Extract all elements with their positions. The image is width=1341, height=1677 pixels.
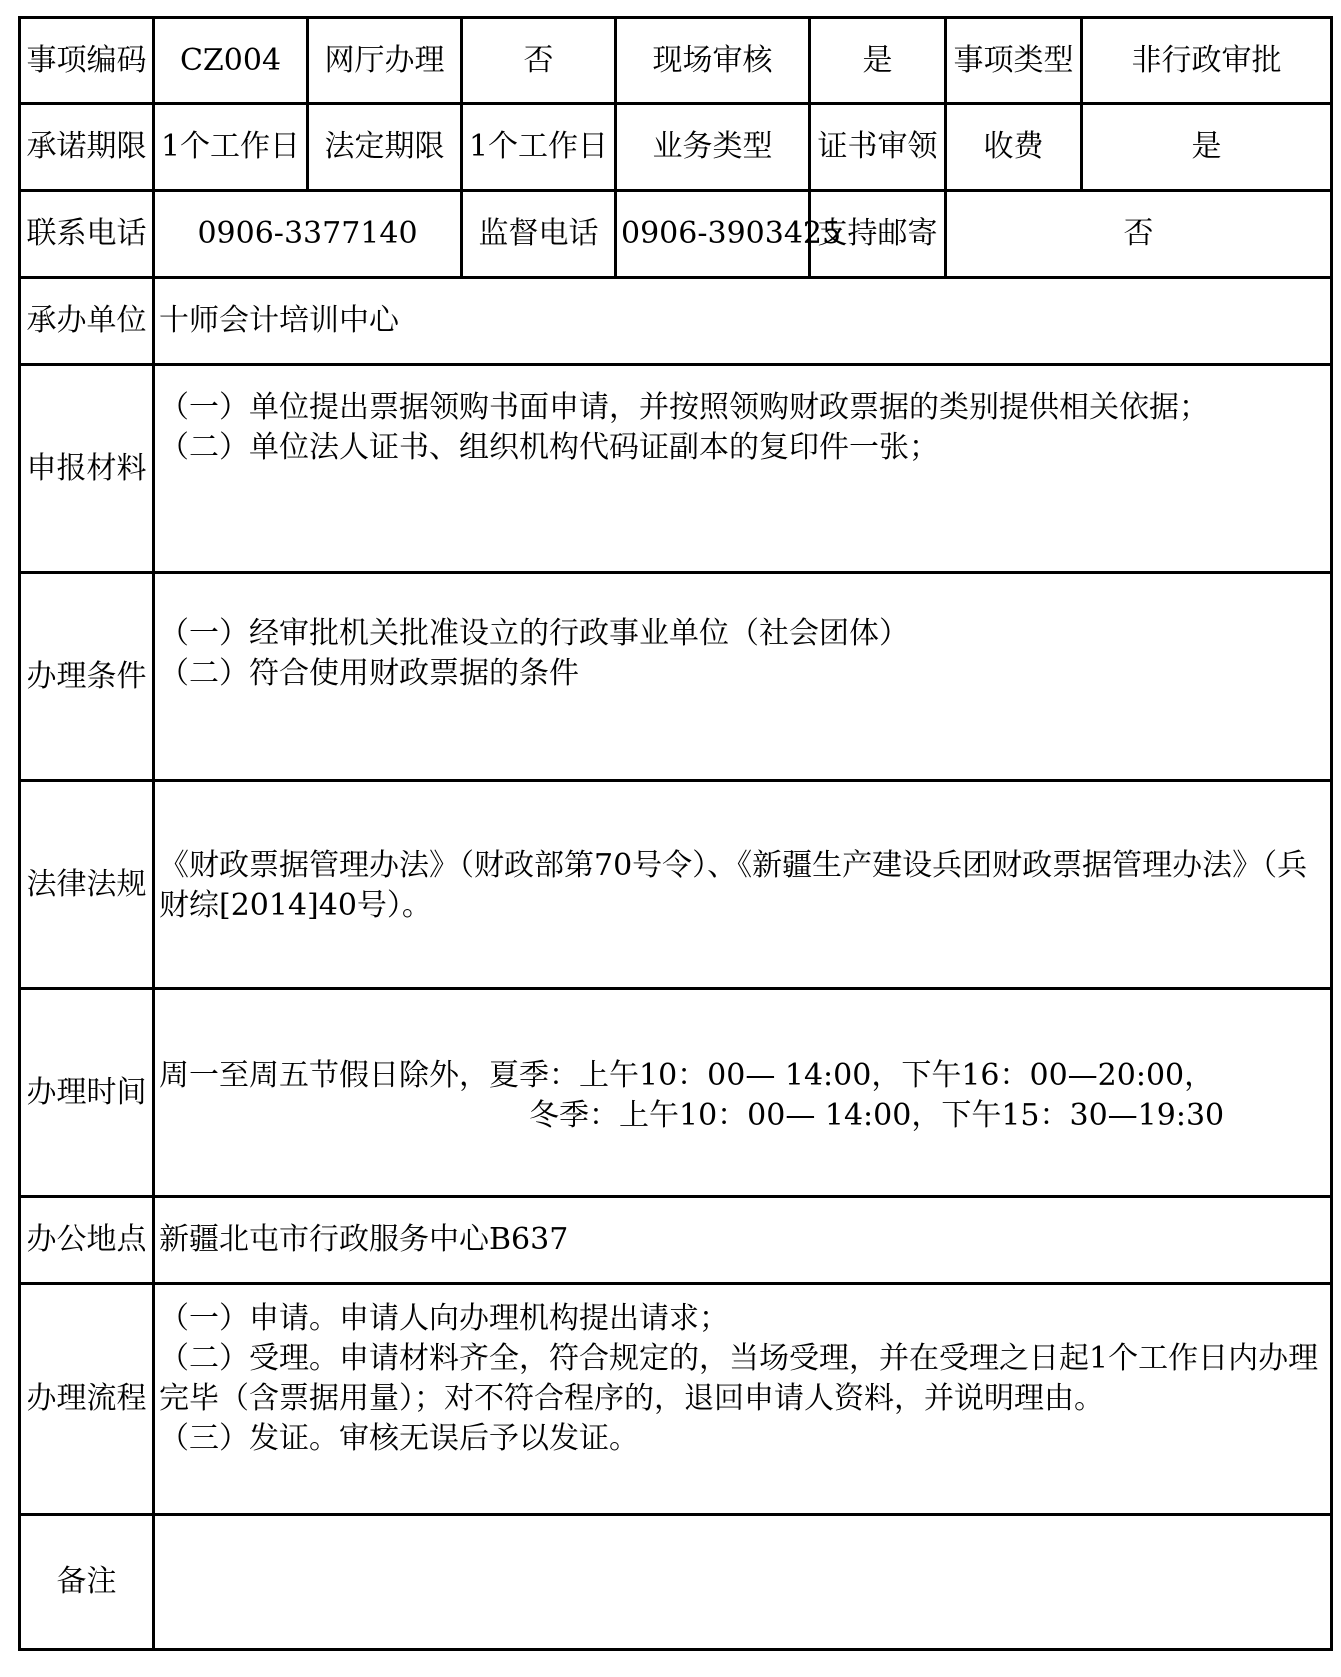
table-row <box>20 191 1332 278</box>
mail-support-label: 支持邮寄 <box>810 191 946 278</box>
address-value: 新疆北屯市行政服务中心B637 <box>154 1197 1332 1284</box>
process-line: （一）申请。申请人向办理机构提出请求； <box>159 1301 729 1336</box>
contact-phone-label: 联系电话 <box>20 191 154 278</box>
address-label: 办公地点 <box>20 1197 154 1284</box>
table-row <box>20 1515 1332 1650</box>
item-type-value: 非行政审批 <box>1082 18 1332 104</box>
process-label: 办理流程 <box>20 1284 154 1515</box>
hours-winter: 冬季：上午10：00— 14:00，下午15：30—19:30 <box>529 1098 1225 1133</box>
legal-period-label: 法定期限 <box>308 104 462 191</box>
business-type-value: 证书审领 <box>810 104 946 191</box>
legal-period-value: 1个工作日 <box>462 104 616 191</box>
conditions-label: 办理条件 <box>20 573 154 781</box>
fee-value: 是 <box>1082 104 1332 191</box>
table-row <box>20 104 1332 191</box>
handling-unit-label: 承办单位 <box>20 278 154 365</box>
conditions-content <box>154 573 1332 781</box>
item-type-label: 事项类型 <box>946 18 1082 104</box>
online-handling-label: 网厅办理 <box>308 18 462 104</box>
supervision-phone-label: 监督电话 <box>462 191 616 278</box>
conditions-line: （一）经审批机关批准设立的行政事业单位（社会团体） <box>159 616 909 651</box>
contact-phone-value: 0906-3377140 <box>154 191 462 278</box>
table-row <box>20 278 1332 365</box>
table-row <box>20 1284 1332 1515</box>
promise-period-value: 1个工作日 <box>154 104 308 191</box>
process-line: （二）受理。申请材料齐全，符合规定的，当场受理，并在受理之日起1个工作日内办理完毕（含票据用量）；对不符合程序的，退回申请人资料，并说明理由。 <box>159 1341 1319 1416</box>
item-code-value: CZ004 <box>154 18 308 104</box>
onsite-review-label: 现场审核 <box>616 18 810 104</box>
business-type-label: 业务类型 <box>616 104 810 191</box>
conditions-line: （二）符合使用财政票据的条件 <box>159 656 579 691</box>
materials-content <box>154 365 1332 573</box>
process-line: （三）发证。审核无误后予以发证。 <box>159 1421 639 1456</box>
table-row <box>20 989 1332 1197</box>
table-row <box>20 1197 1332 1284</box>
table-row <box>20 573 1332 781</box>
laws-content: 《财政票据管理办法》（财政部第70号令）、《新疆生产建设兵团财政票据管理办法》（兵财综[2014]40号）。 <box>154 781 1332 989</box>
mail-support-value: 否 <box>946 191 1332 278</box>
table-row <box>20 365 1332 573</box>
hours-label: 办理时间 <box>20 989 154 1197</box>
laws-label: 法律法规 <box>20 781 154 989</box>
handling-unit-value: 十师会计培训中心 <box>154 278 1332 365</box>
materials-line: （一）单位提出票据领购书面申请，并按照领购财政票据的类别提供相关依据； <box>159 390 1209 425</box>
service-item-table <box>18 16 1333 1651</box>
promise-period-label: 承诺期限 <box>20 104 154 191</box>
materials-line: （二）单位法人证书、组织机构代码证副本的复印件一张； <box>159 430 939 465</box>
process-content <box>154 1284 1332 1515</box>
fee-label: 收费 <box>946 104 1082 191</box>
materials-label: 申报材料 <box>20 365 154 573</box>
item-code-label: 事项编码 <box>20 18 154 104</box>
table-row <box>20 18 1332 104</box>
table-row <box>20 781 1332 989</box>
onsite-review-value: 是 <box>810 18 946 104</box>
remarks-value <box>154 1515 1332 1650</box>
hours-content <box>154 989 1332 1197</box>
supervision-phone-value: 0906-3903425 <box>616 191 810 278</box>
hours-summer: 周一至周五节假日除外，夏季：上午10：00— 14:00，下午16：00—20:00， <box>159 1058 1215 1093</box>
remarks-label: 备注 <box>20 1515 154 1650</box>
online-handling-value: 否 <box>462 18 616 104</box>
